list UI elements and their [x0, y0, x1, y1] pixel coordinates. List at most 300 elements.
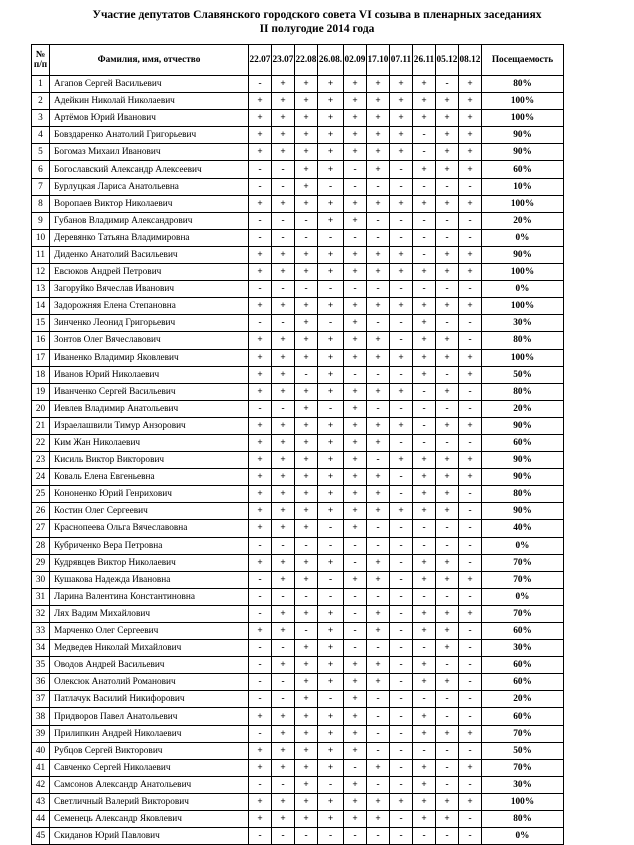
attendance-mark: + — [249, 144, 272, 161]
attendance-mark: + — [272, 195, 295, 212]
attendance-mark: + — [272, 110, 295, 127]
attendance-mark: - — [390, 178, 413, 195]
attendance-mark: - — [318, 828, 344, 845]
row-number: 41 — [32, 759, 50, 776]
attendance-percent: 100% — [482, 349, 564, 366]
row-number: 4 — [32, 127, 50, 144]
title-line-2: II полугодие 2014 года — [259, 23, 375, 35]
attendance-mark: + — [367, 759, 390, 776]
attendance-percent: 90% — [482, 417, 564, 434]
deputy-name: Оводов Андрей Васильевич — [50, 657, 249, 674]
attendance-mark: + — [436, 452, 459, 469]
attendance-percent: 40% — [482, 520, 564, 537]
attendance-mark: + — [459, 246, 482, 263]
attendance-mark: + — [459, 110, 482, 127]
attendance-mark: + — [344, 657, 367, 674]
attendance-mark: + — [436, 93, 459, 110]
attendance-mark: - — [249, 588, 272, 605]
attendance-mark: - — [295, 366, 318, 383]
deputy-name: Диденко Анатолий Васильевич — [50, 246, 249, 263]
attendance-percent: 20% — [482, 212, 564, 229]
attendance-mark: + — [367, 298, 390, 315]
attendance-mark: + — [367, 127, 390, 144]
deputy-name: Самсонов Александр Анатольевич — [50, 776, 249, 793]
attendance-mark: + — [318, 332, 344, 349]
attendance-mark: + — [318, 554, 344, 571]
attendance-mark: - — [390, 281, 413, 298]
attendance-mark: + — [272, 742, 295, 759]
attendance-percent: 0% — [482, 281, 564, 298]
attendance-percent: 30% — [482, 640, 564, 657]
attendance-mark: + — [367, 571, 390, 588]
attendance-mark: + — [436, 640, 459, 657]
attendance-mark: - — [318, 691, 344, 708]
attendance-mark: + — [318, 434, 344, 451]
attendance-mark: + — [249, 298, 272, 315]
deputy-name: Кудрявцев Виктор Николаевич — [50, 554, 249, 571]
attendance-mark: - — [295, 588, 318, 605]
header-date: 26.08. — [318, 45, 344, 76]
row-number: 25 — [32, 486, 50, 503]
attendance-mark: - — [272, 281, 295, 298]
attendance-mark: - — [367, 708, 390, 725]
table-row — [32, 264, 564, 281]
attendance-mark: + — [318, 725, 344, 742]
header-date: 22.07 — [249, 45, 272, 76]
attendance-percent: 60% — [482, 623, 564, 640]
attendance-percent: 80% — [482, 76, 564, 93]
attendance-mark: - — [272, 588, 295, 605]
table-header-row — [32, 45, 564, 76]
attendance-mark: + — [272, 434, 295, 451]
row-number: 42 — [32, 776, 50, 793]
attendance-mark: + — [318, 383, 344, 400]
table-row — [32, 161, 564, 178]
attendance-mark: + — [344, 452, 367, 469]
attendance-mark: - — [436, 434, 459, 451]
attendance-percent: 0% — [482, 537, 564, 554]
row-number: 40 — [32, 742, 50, 759]
row-number: 31 — [32, 588, 50, 605]
attendance-mark: - — [344, 178, 367, 195]
attendance-mark: + — [436, 605, 459, 622]
attendance-percent: 90% — [482, 246, 564, 263]
attendance-mark: - — [459, 811, 482, 828]
table-row — [32, 349, 564, 366]
row-number: 6 — [32, 161, 50, 178]
attendance-mark: + — [318, 708, 344, 725]
attendance-mark: - — [249, 178, 272, 195]
attendance-mark: - — [367, 212, 390, 229]
row-number: 2 — [32, 93, 50, 110]
attendance-mark: + — [295, 486, 318, 503]
attendance-percent: 60% — [482, 708, 564, 725]
attendance-mark: + — [436, 486, 459, 503]
attendance-percent: 80% — [482, 383, 564, 400]
attendance-mark: + — [249, 127, 272, 144]
attendance-mark: + — [344, 332, 367, 349]
row-number: 36 — [32, 674, 50, 691]
attendance-mark: - — [436, 657, 459, 674]
attendance-mark: - — [436, 759, 459, 776]
deputy-name: Иваненко Владимир Яковлевич — [50, 349, 249, 366]
attendance-mark: - — [390, 486, 413, 503]
attendance-mark: + — [295, 383, 318, 400]
attendance-mark: - — [344, 588, 367, 605]
deputy-name: Богомаз Михаил Иванович — [50, 144, 249, 161]
deputy-name: Ларина Валентина Константиновна — [50, 588, 249, 605]
attendance-mark: + — [272, 571, 295, 588]
attendance-mark: + — [344, 486, 367, 503]
attendance-mark: + — [295, 110, 318, 127]
table-row — [32, 417, 564, 434]
attendance-mark: - — [318, 537, 344, 554]
attendance-mark: - — [390, 366, 413, 383]
attendance-mark: + — [318, 298, 344, 315]
attendance-mark: + — [390, 349, 413, 366]
attendance-mark: + — [295, 127, 318, 144]
attendance-mark: + — [367, 349, 390, 366]
deputy-name: Светличный Валерий Викторович — [50, 793, 249, 810]
attendance-mark: - — [413, 640, 436, 657]
attendance-mark: - — [390, 759, 413, 776]
attendance-mark: - — [459, 486, 482, 503]
attendance-mark: + — [272, 93, 295, 110]
table-row — [32, 811, 564, 828]
attendance-mark: + — [272, 554, 295, 571]
attendance-percent: 70% — [482, 554, 564, 571]
attendance-mark: - — [249, 76, 272, 93]
attendance-mark: + — [272, 811, 295, 828]
deputy-name: Рубцов Сергей Викторович — [50, 742, 249, 759]
table-row — [32, 76, 564, 93]
deputy-name: Марченко Олег Сергеевич — [50, 623, 249, 640]
attendance-mark: - — [272, 828, 295, 845]
attendance-mark: + — [459, 349, 482, 366]
attendance-mark: + — [436, 674, 459, 691]
attendance-mark: + — [295, 161, 318, 178]
row-number: 29 — [32, 554, 50, 571]
row-number: 15 — [32, 315, 50, 332]
attendance-mark: + — [295, 776, 318, 793]
attendance-mark: + — [413, 554, 436, 571]
attendance-mark: + — [344, 793, 367, 810]
table-row — [32, 708, 564, 725]
attendance-mark: - — [459, 623, 482, 640]
row-number: 11 — [32, 246, 50, 263]
attendance-mark: - — [413, 400, 436, 417]
deputy-name: Прилипкин Андрей Николаевич — [50, 725, 249, 742]
attendance-percent: 90% — [482, 127, 564, 144]
attendance-mark: + — [436, 110, 459, 127]
attendance-percent: 100% — [482, 195, 564, 212]
attendance-mark: - — [249, 691, 272, 708]
attendance-percent: 100% — [482, 793, 564, 810]
header-date: 05.12 — [436, 45, 459, 76]
attendance-mark: - — [413, 691, 436, 708]
header-name: Фамилия, имя, отчество — [50, 45, 249, 76]
attendance-mark: - — [272, 212, 295, 229]
row-number: 18 — [32, 366, 50, 383]
attendance-mark: - — [436, 537, 459, 554]
attendance-mark: + — [318, 503, 344, 520]
attendance-mark: - — [367, 452, 390, 469]
attendance-mark: + — [459, 759, 482, 776]
attendance-percent: 80% — [482, 332, 564, 349]
attendance-mark: + — [249, 554, 272, 571]
attendance-mark: + — [295, 811, 318, 828]
attendance-mark: + — [459, 452, 482, 469]
attendance-mark: + — [459, 469, 482, 486]
deputy-name: Коваль Елена Евгеньевна — [50, 469, 249, 486]
attendance-percent: 30% — [482, 315, 564, 332]
attendance-percent: 100% — [482, 298, 564, 315]
attendance-mark: - — [272, 640, 295, 657]
attendance-mark: - — [413, 212, 436, 229]
attendance-mark: - — [367, 776, 390, 793]
attendance-mark: - — [390, 605, 413, 622]
attendance-mark: - — [295, 229, 318, 246]
attendance-mark: + — [459, 571, 482, 588]
attendance-mark: + — [272, 366, 295, 383]
attendance-mark: + — [459, 366, 482, 383]
attendance-mark: - — [436, 828, 459, 845]
attendance-mark: - — [367, 828, 390, 845]
attendance-mark: - — [249, 605, 272, 622]
deputy-name: Евсюков Андрей Петрович — [50, 264, 249, 281]
attendance-mark: + — [459, 417, 482, 434]
table-row — [32, 246, 564, 263]
attendance-mark: + — [249, 383, 272, 400]
table-row — [32, 315, 564, 332]
row-number: 13 — [32, 281, 50, 298]
attendance-mark: + — [436, 554, 459, 571]
attendance-mark: + — [318, 93, 344, 110]
attendance-mark: + — [272, 417, 295, 434]
attendance-mark: + — [367, 623, 390, 640]
header-date: 22.08 — [295, 45, 318, 76]
attendance-mark: + — [295, 452, 318, 469]
attendance-percent: 70% — [482, 605, 564, 622]
attendance-mark: + — [295, 195, 318, 212]
attendance-mark: + — [318, 469, 344, 486]
attendance-mark: - — [367, 691, 390, 708]
attendance-mark: - — [436, 229, 459, 246]
attendance-percent: 20% — [482, 691, 564, 708]
row-number: 32 — [32, 605, 50, 622]
attendance-mark: - — [413, 246, 436, 263]
attendance-mark: + — [344, 383, 367, 400]
deputy-name: Деревянко Татьяна Владимировна — [50, 229, 249, 246]
attendance-mark: - — [367, 640, 390, 657]
row-number: 43 — [32, 793, 50, 810]
attendance-mark: + — [249, 503, 272, 520]
attendance-mark: + — [295, 144, 318, 161]
attendance-mark: + — [295, 246, 318, 263]
attendance-mark: - — [459, 178, 482, 195]
attendance-mark: - — [272, 691, 295, 708]
attendance-mark: - — [459, 674, 482, 691]
deputy-name: Савченко Сергей Николаевич — [50, 759, 249, 776]
attendance-percent: 20% — [482, 400, 564, 417]
deputy-name: Медведев Николай Михайлович — [50, 640, 249, 657]
row-number: 16 — [32, 332, 50, 349]
attendance-mark: - — [390, 537, 413, 554]
attendance-mark: + — [272, 605, 295, 622]
attendance-mark: + — [367, 332, 390, 349]
row-number: 34 — [32, 640, 50, 657]
attendance-mark: + — [413, 161, 436, 178]
attendance-mark: + — [318, 417, 344, 434]
attendance-mark: - — [318, 588, 344, 605]
attendance-mark: + — [344, 571, 367, 588]
attendance-mark: + — [367, 469, 390, 486]
attendance-mark: - — [367, 537, 390, 554]
attendance-mark: + — [413, 452, 436, 469]
attendance-mark: + — [318, 811, 344, 828]
attendance-mark: + — [318, 486, 344, 503]
attendance-mark: - — [436, 400, 459, 417]
deputy-name: Иевлев Владимир Анатольевич — [50, 400, 249, 417]
attendance-mark: - — [436, 742, 459, 759]
attendance-mark: - — [459, 554, 482, 571]
attendance-mark: + — [436, 195, 459, 212]
attendance-mark: + — [272, 708, 295, 725]
attendance-mark: - — [436, 588, 459, 605]
attendance-mark: + — [295, 725, 318, 742]
attendance-mark: - — [367, 281, 390, 298]
attendance-mark: - — [436, 281, 459, 298]
attendance-mark: + — [367, 246, 390, 263]
attendance-mark: - — [436, 76, 459, 93]
row-number: 37 — [32, 691, 50, 708]
attendance-mark: + — [272, 264, 295, 281]
deputy-name: Кушакова Надежда Ивановна — [50, 571, 249, 588]
attendance-mark: + — [367, 486, 390, 503]
attendance-mark: - — [390, 400, 413, 417]
attendance-mark: + — [295, 657, 318, 674]
attendance-mark: + — [390, 246, 413, 263]
attendance-mark: + — [344, 520, 367, 537]
attendance-mark: + — [390, 76, 413, 93]
attendance-mark: - — [318, 400, 344, 417]
attendance-mark: + — [249, 264, 272, 281]
header-date: 08.12 — [459, 45, 482, 76]
attendance-mark: + — [295, 178, 318, 195]
attendance-mark: - — [272, 229, 295, 246]
row-number: 14 — [32, 298, 50, 315]
attendance-mark: + — [413, 725, 436, 742]
deputy-name: Патлачук Василий Никифорович — [50, 691, 249, 708]
attendance-mark: + — [367, 93, 390, 110]
table-row — [32, 537, 564, 554]
table-row — [32, 623, 564, 640]
attendance-mark: - — [436, 212, 459, 229]
attendance-mark: + — [295, 742, 318, 759]
attendance-percent: 90% — [482, 469, 564, 486]
deputy-name: Бурлуцкая Лариса Анатольевна — [50, 178, 249, 195]
document-title — [0, 8, 634, 36]
attendance-mark: + — [295, 691, 318, 708]
attendance-mark: + — [413, 349, 436, 366]
attendance-mark: - — [413, 178, 436, 195]
header-date: 26.11 — [413, 45, 436, 76]
attendance-percent: 80% — [482, 486, 564, 503]
attendance-mark: + — [318, 793, 344, 810]
deputy-name: Зонтов Олег Вячеславович — [50, 332, 249, 349]
attendance-mark: - — [436, 366, 459, 383]
attendance-mark: + — [344, 298, 367, 315]
attendance-mark: + — [413, 332, 436, 349]
attendance-mark: + — [318, 674, 344, 691]
attendance-mark: + — [390, 452, 413, 469]
attendance-mark: - — [413, 520, 436, 537]
attendance-mark: - — [436, 708, 459, 725]
table-row — [32, 383, 564, 400]
attendance-mark: - — [459, 520, 482, 537]
table-row — [32, 366, 564, 383]
attendance-mark: + — [413, 776, 436, 793]
attendance-mark: + — [318, 76, 344, 93]
attendance-mark: + — [272, 657, 295, 674]
row-number: 3 — [32, 110, 50, 127]
attendance-mark: + — [295, 793, 318, 810]
attendance-mark: + — [413, 76, 436, 93]
attendance-mark: + — [295, 76, 318, 93]
attendance-mark: + — [344, 400, 367, 417]
attendance-mark: - — [344, 640, 367, 657]
table-row — [32, 195, 564, 212]
attendance-mark: - — [459, 281, 482, 298]
attendance-mark: - — [272, 776, 295, 793]
attendance-mark: + — [344, 246, 367, 263]
attendance-percent: 100% — [482, 264, 564, 281]
attendance-mark: + — [249, 486, 272, 503]
attendance-mark: + — [413, 503, 436, 520]
attendance-mark: + — [436, 811, 459, 828]
attendance-mark: + — [272, 725, 295, 742]
deputy-name: Иванов Юрий Николаевич — [50, 366, 249, 383]
attendance-mark: + — [390, 793, 413, 810]
attendance-mark: - — [367, 742, 390, 759]
attendance-mark: + — [249, 93, 272, 110]
attendance-mark: + — [344, 144, 367, 161]
attendance-mark: - — [390, 691, 413, 708]
row-number: 30 — [32, 571, 50, 588]
attendance-mark: - — [344, 623, 367, 640]
deputy-name: Задорожняя Елена Степановна — [50, 298, 249, 315]
attendance-mark: - — [249, 828, 272, 845]
attendance-percent: 50% — [482, 366, 564, 383]
attendance-mark: + — [295, 434, 318, 451]
title-line-1: Участие депутатов Славянского городского совета VI созыва в пленарных заседаниях — [92, 9, 542, 21]
attendance-mark: + — [459, 93, 482, 110]
attendance-mark: + — [272, 452, 295, 469]
attendance-mark: + — [436, 144, 459, 161]
attendance-mark: - — [436, 178, 459, 195]
attendance-percent: 90% — [482, 503, 564, 520]
attendance-percent: 60% — [482, 657, 564, 674]
attendance-mark: + — [413, 605, 436, 622]
attendance-mark: + — [344, 195, 367, 212]
row-number: 23 — [32, 452, 50, 469]
attendance-mark: - — [295, 537, 318, 554]
attendance-percent: 100% — [482, 110, 564, 127]
attendance-mark: - — [413, 537, 436, 554]
attendance-mark: + — [390, 264, 413, 281]
attendance-percent: 90% — [482, 452, 564, 469]
attendance-mark: + — [344, 315, 367, 332]
